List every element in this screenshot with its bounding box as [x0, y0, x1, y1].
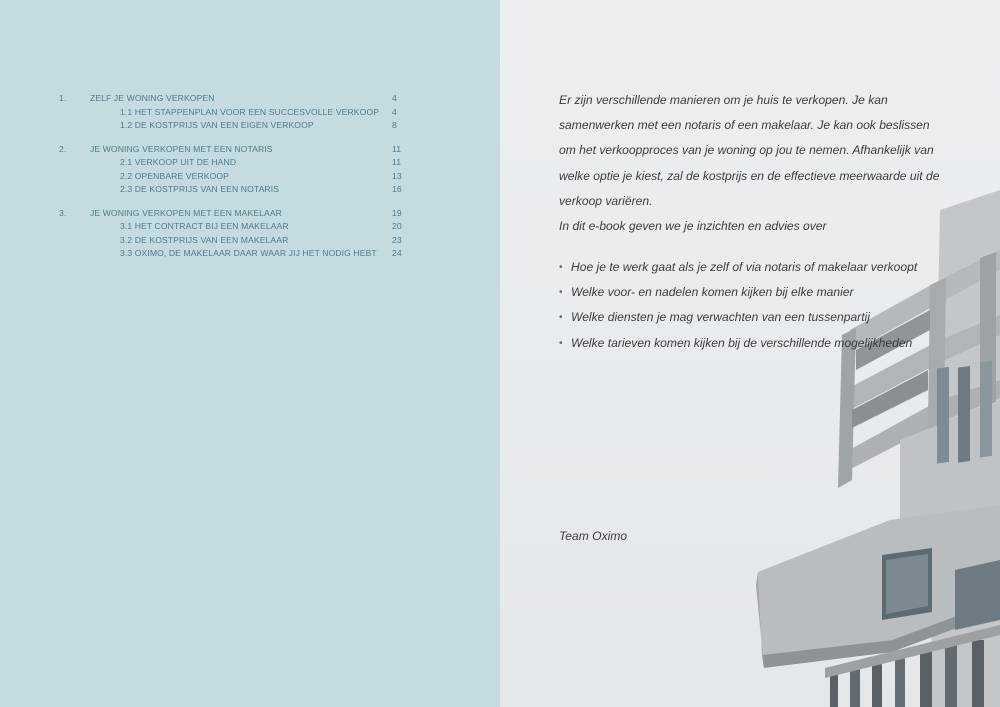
- toc-page-number: 24: [392, 248, 402, 258]
- toc-page-number: 4: [392, 106, 397, 117]
- toc-subchapter-1-2[interactable]: [0, 120, 500, 134]
- toc-page-number: 4: [392, 93, 397, 103]
- toc-subchapter-2-3[interactable]: [0, 184, 500, 198]
- window: [937, 367, 949, 464]
- toc-chapter-2[interactable]: [0, 144, 500, 158]
- list-item-text: Welke diensten je mag verwachten van een tussenpartij: [571, 310, 870, 325]
- toc-subchapter-2-2[interactable]: [0, 171, 500, 185]
- toc-chapter-title: JE WONING VERKOPEN MET EEN NOTARIS: [90, 143, 273, 154]
- toc-section-1: [0, 93, 500, 134]
- bullet-icon: •: [559, 262, 563, 273]
- toc-page-number: 16: [392, 184, 402, 194]
- toc-page-number: 11: [392, 143, 402, 154]
- toc-subchapter-title: 3.2 DE KOSTPRIJS VAN EEN MAKELAAR: [120, 234, 289, 245]
- toc-subchapter-title: 2.2 OPENBARE VERKOOP: [120, 170, 229, 181]
- toc-chapter-title: ZELF JE WONING VERKOPEN: [90, 93, 215, 103]
- bullet-icon: •: [559, 287, 563, 299]
- toc-subchapter-title: 1.2 DE KOSTPRIJS VAN EEN EIGEN VERKOOP: [120, 120, 314, 130]
- list-item-text: Hoe je te werk gaat als je zelf of via notaris of makelaar verkoopt: [571, 260, 918, 274]
- toc-section-3: [0, 208, 500, 262]
- topics-list: [559, 255, 917, 356]
- toc-chapter-number: 2.: [59, 143, 67, 154]
- toc-subchapter-3-3[interactable]: [0, 248, 500, 262]
- list-item: [559, 305, 917, 330]
- list-item: [559, 255, 917, 280]
- intro-paragraph: Er zijn verschillende manieren om je huis te verkopen. Je kan samenwerken met een notaris of een makelaar. Je kan ook beslissen om het verkoopproces van je woning op jou te nemen. Afhankelijk van welke optie je kiest, zal de kostprijs en de effectieve meerwaarde uit de verkoop variëren.: [559, 93, 940, 208]
- toc-page-number: 23: [392, 234, 402, 245]
- table-of-contents: [0, 93, 500, 272]
- toc-page-number: 8: [392, 120, 397, 130]
- toc-subchapter-title: 2.1 VERKOOP UIT DE HAND: [120, 157, 237, 167]
- toc-page-number: 19: [392, 207, 402, 218]
- toc-subchapter-title: 1.1 HET STAPPENPLAN VOOR EEN SUCCESVOLLE VERKOOP: [120, 106, 380, 117]
- toc-chapter-title: JE WONING VERKOPEN MET EEN MAKELAAR: [90, 207, 282, 218]
- intro-lead: In dit e-book geven we je inzichten en advies over: [559, 219, 827, 233]
- list-item: [559, 280, 917, 305]
- list-item: [559, 331, 917, 356]
- toc-subchapter-3-2[interactable]: [0, 235, 500, 249]
- toc-page-number: 20: [392, 221, 402, 231]
- signature: Team Oximo: [559, 529, 628, 543]
- toc-page-number: 13: [392, 170, 402, 181]
- window: [958, 366, 970, 463]
- toc-chapter-3[interactable]: [0, 208, 500, 222]
- toc-page-number: 11: [392, 157, 402, 167]
- toc-subchapter-title: 3.1 HET CONTRACT BIJ EEN MAKELAAR: [120, 221, 289, 231]
- toc-section-2: [0, 144, 500, 198]
- toc-chapter-number: 1.: [59, 93, 67, 103]
- toc-chapter-number: 3.: [59, 207, 67, 218]
- toc-subchapter-title: 3.3 OXIMO, DE MAKELAAR DAAR WAAR JIJ HET NODIG HEBT: [120, 248, 377, 258]
- window: [955, 560, 1000, 630]
- list-item-text: Welke tarieven komen kijken bij de verschillende mogelijkheden: [571, 335, 913, 350]
- toc-subchapter-title: 2.3 DE KOSTPRIJS VAN EEN NOTARIS: [120, 184, 280, 194]
- bullet-icon: •: [559, 337, 563, 349]
- window: [980, 361, 992, 458]
- toc-subchapter-3-1[interactable]: [0, 221, 500, 235]
- list-item-text: Welke voor- en nadelen komen kijken bij elke manier: [571, 285, 854, 300]
- toc-subchapter-1-1[interactable]: [0, 107, 500, 121]
- toc-chapter-1[interactable]: [0, 93, 500, 107]
- toc-subchapter-2-1[interactable]: [0, 157, 500, 171]
- intro-page: [500, 0, 1000, 707]
- bullet-icon: •: [559, 312, 563, 324]
